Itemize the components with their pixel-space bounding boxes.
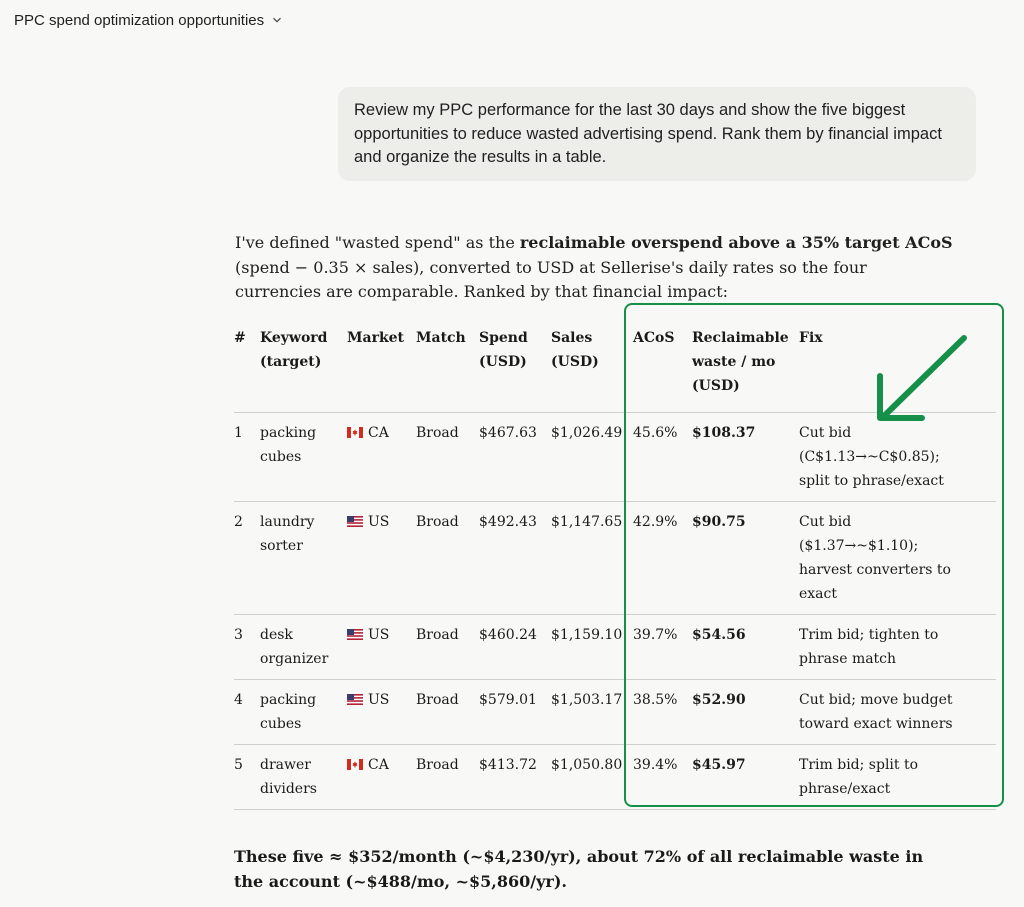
match-cell: Broad — [416, 615, 479, 680]
rank-cell: 1 — [234, 413, 260, 502]
keyword-cell: laundry sorter — [260, 502, 347, 615]
keyword-cell: packing cubes — [260, 680, 347, 745]
acos-cell: 38.5% — [633, 680, 692, 745]
sales-cell: $1,050.80 — [551, 745, 633, 810]
user-message — [338, 87, 976, 181]
spend-cell: $467.63 — [479, 413, 551, 502]
acos-cell: 39.7% — [633, 615, 692, 680]
acos-cell: 39.4% — [633, 745, 692, 810]
table-row — [234, 502, 996, 615]
market-cell: US — [347, 680, 416, 745]
col-header-sales: Sales (USD) — [551, 323, 633, 413]
us-flag-icon — [347, 516, 363, 527]
match-cell: Broad — [416, 680, 479, 745]
market-cell: CA — [347, 745, 416, 810]
rank-cell: 5 — [234, 745, 260, 810]
rank-cell: 3 — [234, 615, 260, 680]
col-header-spend: Spend (USD) — [479, 323, 551, 413]
intro-text: I've defined "wasted spend" as the — [235, 233, 520, 252]
waste-cell: $45.97 — [692, 745, 799, 810]
keyword-cell: drawer dividers — [260, 745, 347, 810]
acos-cell: 42.9% — [633, 502, 692, 615]
match-cell: Broad — [416, 745, 479, 810]
waste-cell: $52.90 — [692, 680, 799, 745]
us-flag-icon — [347, 694, 363, 705]
acos-cell: 45.6% — [633, 413, 692, 502]
fix-cell: Trim bid; tighten to phrase match — [799, 615, 996, 680]
fix-cell: Cut bid (C$1.13→~C$0.85); split to phrase/exact — [799, 413, 996, 502]
waste-cell: $108.37 — [692, 413, 799, 502]
fix-cell: Cut bid; move budget toward exact winners — [799, 680, 996, 745]
us-flag-icon — [347, 629, 363, 640]
waste-cell: $54.56 — [692, 615, 799, 680]
spend-cell: $579.01 — [479, 680, 551, 745]
intro-text-continued: (spend − 0.35 × sales), converted to USD at Sellerise's daily rates so the four currencies are comparable. Ranked by that financial impact: — [235, 257, 867, 301]
col-header-keyword: Keyword (target) — [260, 323, 347, 413]
col-header-waste: Reclaimable waste / mo (USD) — [692, 323, 799, 413]
assistant-intro — [235, 231, 955, 305]
canada-flag-icon — [347, 759, 363, 770]
arrow-annotation-icon — [870, 330, 970, 426]
market-cell: US — [347, 615, 416, 680]
col-header-fix: Fix — [799, 323, 996, 413]
canada-flag-icon — [347, 427, 363, 438]
rank-cell: 2 — [234, 502, 260, 615]
market-cell: CA — [347, 413, 416, 502]
sales-cell: $1,159.10 — [551, 615, 633, 680]
table-row — [234, 680, 996, 745]
spend-cell: $460.24 — [479, 615, 551, 680]
keyword-cell: packing cubes — [260, 413, 347, 502]
match-cell: Broad — [416, 413, 479, 502]
sales-cell: $1,147.65 — [551, 502, 633, 615]
sales-cell: $1,026.49 — [551, 413, 633, 502]
spend-cell: $413.72 — [479, 745, 551, 810]
conversation-title-dropdown[interactable] — [14, 8, 282, 32]
match-cell: Broad — [416, 502, 479, 615]
spend-cell: $492.43 — [479, 502, 551, 615]
col-header-acos: ACoS — [633, 323, 692, 413]
conversation-title: PPC spend optimization opportunities — [14, 11, 265, 29]
waste-cell: $90.75 — [692, 502, 799, 615]
fix-cell: Trim bid; split to phrase/exact — [799, 745, 996, 810]
rank-cell: 4 — [234, 680, 260, 745]
market-cell: US — [347, 502, 416, 615]
intro-bold-text: reclaimable overspend above a 35% target ACoS — [519, 233, 953, 252]
chevron-down-icon — [272, 15, 282, 25]
fix-cell: Cut bid ($1.37→~$1.10); harvest converters to exact — [799, 502, 996, 615]
sales-cell: $1,503.17 — [551, 680, 633, 745]
table-row — [234, 615, 996, 680]
col-header-market: Market — [347, 323, 416, 413]
col-header-match: Match — [416, 323, 479, 413]
keyword-cell: desk organizer — [260, 615, 347, 680]
table-row — [234, 745, 996, 810]
user-message-text: Review my PPC performance for the last 30 days and show the five biggest opportunities to reduce wasted advertising spend. Rank them by financial impact and organize the results in a table. — [354, 101, 942, 166]
col-header-rank: # — [234, 323, 260, 413]
summary-text: These five ≈ $352/month (~$4,230/yr), about 72% of all reclaimable waste in the account (~$488/mo, ~$5,860/yr). — [234, 847, 924, 891]
